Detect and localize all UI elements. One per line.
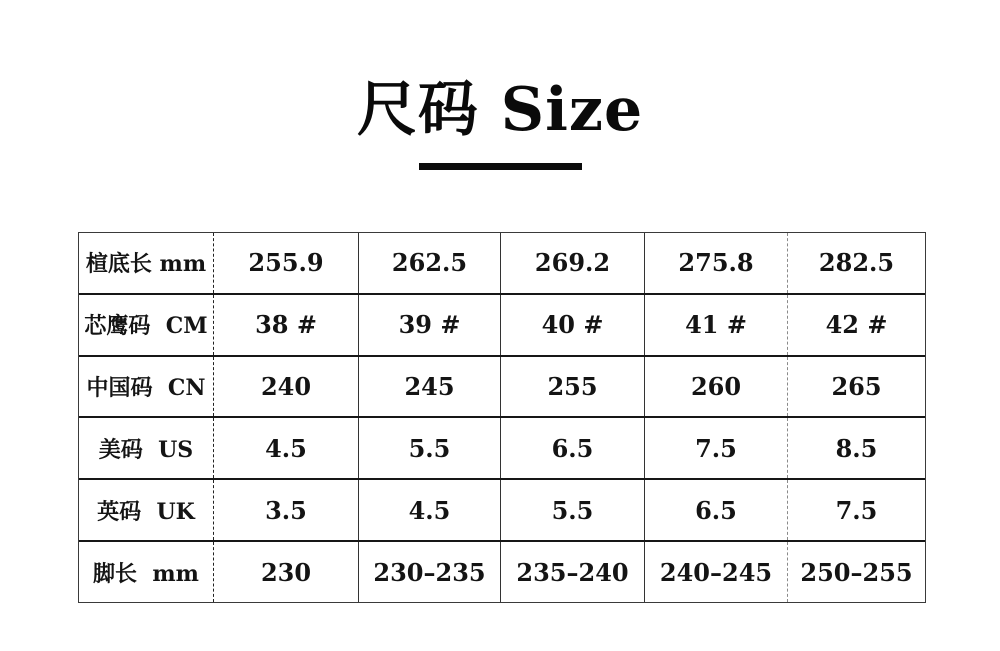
size-cell: 255.9	[214, 233, 359, 293]
size-cell: 39 #	[359, 295, 501, 355]
size-cell: 41 #	[645, 295, 788, 355]
size-cell: 230	[214, 542, 359, 602]
row-label: 楦底长 mm	[79, 233, 214, 293]
size-table	[78, 232, 926, 603]
table-row-us-size	[79, 418, 925, 480]
table-row-last-bottom-length	[79, 233, 925, 295]
size-cell: 5.5	[501, 480, 645, 540]
size-cell: 250–255	[800, 557, 913, 587]
size-cell: 235–240	[501, 542, 645, 602]
size-cell: 255	[501, 357, 645, 417]
title-underline	[419, 163, 582, 170]
size-cell: 6.5	[645, 480, 788, 540]
page-title: 尺码 Size	[356, 75, 644, 145]
size-cell: 4.5	[359, 480, 501, 540]
size-cell: 8.5	[835, 433, 878, 463]
size-cell: 4.5	[214, 418, 359, 478]
table-row-cm-size	[79, 295, 925, 357]
row-label: 脚长 mm	[79, 542, 214, 602]
size-cell: 240	[214, 357, 359, 417]
row-label: 美码 US	[79, 418, 214, 478]
size-cell: 5.5	[359, 418, 501, 478]
size-cell: 3.5	[214, 480, 359, 540]
size-cell: 262.5	[359, 233, 501, 293]
size-cell: 275.8	[645, 233, 788, 293]
table-row-cn-size	[79, 357, 925, 419]
size-cell: 240–245	[645, 542, 788, 602]
size-cell: 6.5	[501, 418, 645, 478]
size-cell: 282.5	[818, 248, 895, 278]
size-cell: 7.5	[835, 495, 878, 525]
table-row-uk-size	[79, 480, 925, 542]
size-cell: 7.5	[645, 418, 788, 478]
row-label: 中国码 CN	[79, 357, 214, 417]
size-cell: 230–235	[359, 542, 501, 602]
size-cell: 40 #	[501, 295, 645, 355]
size-cell: 269.2	[501, 233, 645, 293]
size-cell: 42 #	[825, 310, 888, 340]
size-cell: 265	[831, 372, 882, 402]
size-cell: 260	[645, 357, 788, 417]
table-row-foot-length	[79, 542, 925, 602]
size-cell: 245	[359, 357, 501, 417]
row-label: 芯鹰码 CM	[79, 295, 214, 355]
row-label: 英码 UK	[79, 480, 214, 540]
size-cell: 38 #	[214, 295, 359, 355]
